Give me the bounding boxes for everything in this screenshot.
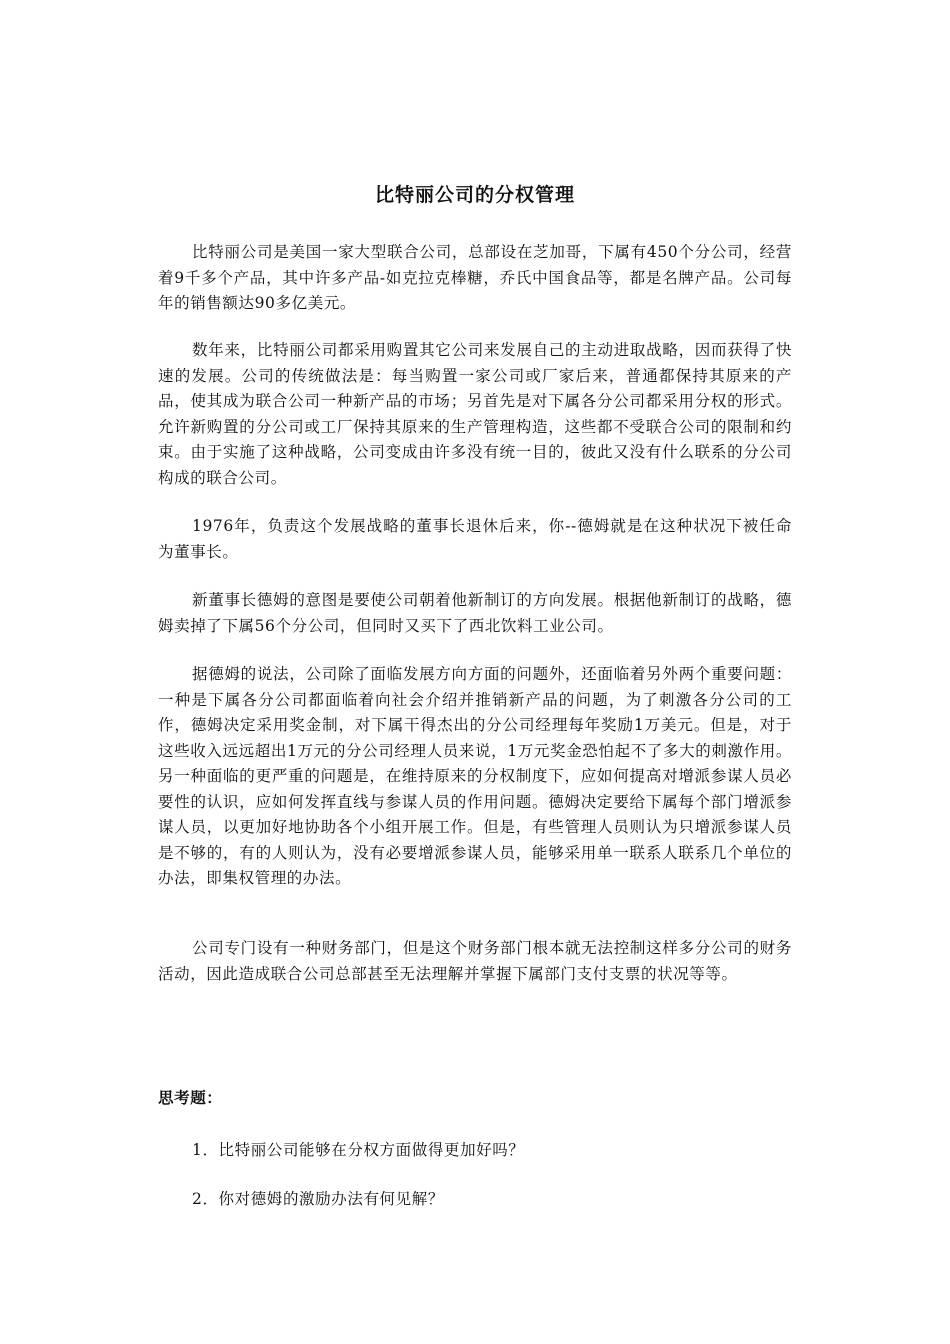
paragraph-new-chairman: 1976年，负责这个发展战略的董事长退休后来，你--德姆就是在这种状况下被任命为董事长。: [158, 517, 792, 561]
question-item: 1．比特丽公司能够在分权方面做得更加好吗？: [192, 1141, 525, 1159]
paragraph-new-direction: 新董事长德姆的意图是要使公司朝着他新制订的方向发展。根据他新制订的战略，德姆卖掉了下属56个分公司，但同时又买下了西北饮料工业公司。: [158, 591, 792, 635]
paragraph-two-problems: 据德姆的说法，公司除了面临发展方向方面的问题外，还面临着另外两个重要问题：一种是下属各分公司都面临着向社会介绍并推销新产品的问题，为了刺激各分公司的工作，德姆决定采用奖金制，对下属干得杰出的分公司经理每年奖励1万美元。但是，对于这些收入远远超出1万元的分公司经理人员来说，1万元奖金恐怕起不了多大的刺激作用。另一种面临的更严重的问题是，在维持原来的分权制度下，应如何提高对增派参谋人员必要性的认识，应如何发挥直线与参谋人员的作用问题。德姆决定要给下属每个部门增派参谋人员，以更加好地协助各个小组开展工作。但是，有些管理人员则认为只增派参谋人员是不够的，有的人则认为，没有必要增派参谋人员，能够采用单一联系人联系几个单位的办法，即集权管理的办法。: [158, 665, 792, 887]
questions-heading: 思考题：: [158, 1088, 223, 1107]
paragraph-growth-strategy: 数年来，比特丽公司都采用购置其它公司来发展自己的主动进取战略，因而获得了快速的发展。公司的传统做法是：每当购置一家公司或厂家后来，普通都保持其原来的产品，使其成为联合公司一种新产品的市场；另首先是对下属各分公司都采用分权的形式。允许新购置的分公司或工厂保持其原来的生产管理构造，这些都不受联合公司的限制和约束。由于实施了这种战略，公司变成由许多没有统一目的，彼此又没有什么联系的分公司构成的联合公司。: [158, 341, 792, 487]
question-item: 2．你对德姆的激励办法有何见解？: [192, 1190, 444, 1208]
paragraph-finance-department: 公司专门设有一种财务部门，但是这个财务部门根本就无法控制这样多分公司的财务活动，因此造成联合公司总部甚至无法理解并掌握下属部门支付支票的状况等等。: [158, 939, 792, 983]
paragraph-company-intro: 比特丽公司是美国一家大型联合公司，总部设在芝加哥，下属有450个分公司，经营着9千多个产品，其中许多产品-如克拉克棒糖，乔氏中国食品等，都是名牌产品。公司每年的销售额达90多亿美元。: [158, 243, 792, 312]
document-title: 比特丽公司的分权管理: [374, 184, 575, 206]
